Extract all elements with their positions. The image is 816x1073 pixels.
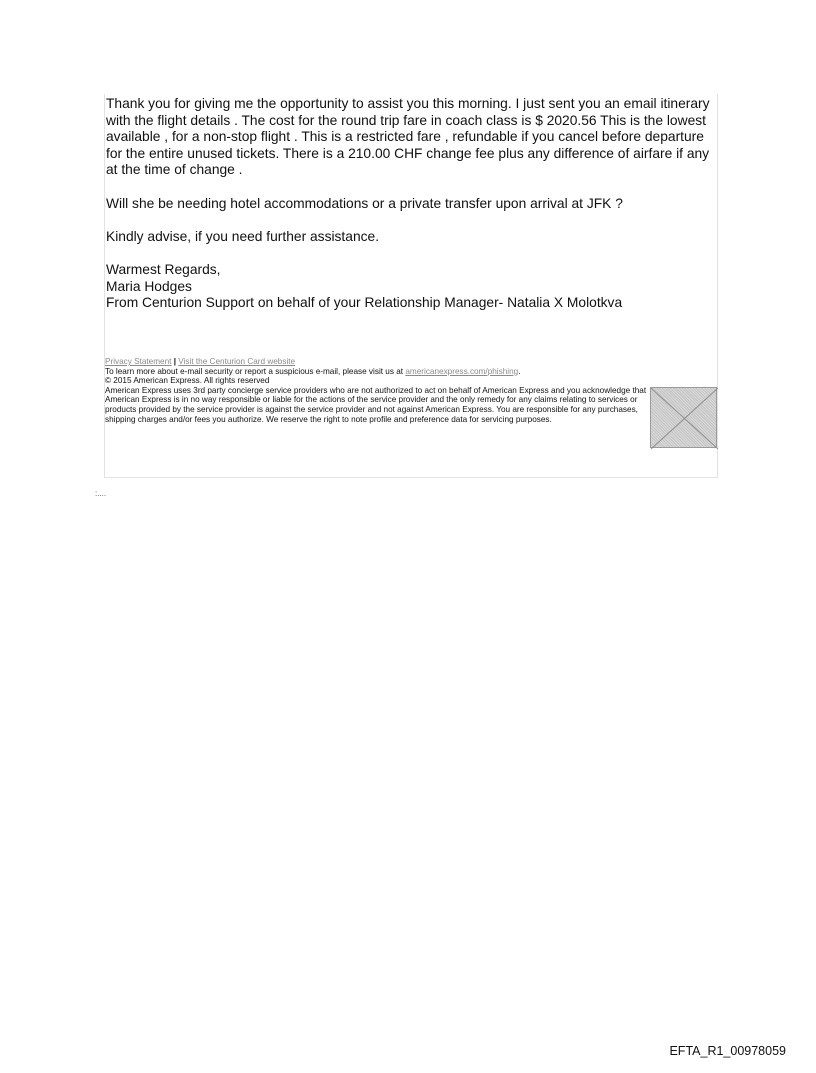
security-notice-suffix: . (518, 366, 521, 376)
security-notice (105, 367, 650, 377)
footer-links (105, 357, 650, 367)
security-notice-text: To learn more about e-mail security or report a suspicious e-mail, please visit us at (105, 366, 404, 376)
body-paragraph: Will she be needing hotel accommodations or a private transfer upon arrival at JFK ? (106, 195, 623, 211)
broken-image-placeholder-icon (650, 387, 717, 448)
signature-closing: Warmest Regards, (106, 261, 221, 277)
signature-from-line: From Centurion Support on behalf of your Relationship Manager- Natalia X Molotkva (106, 295, 623, 311)
email-footer (105, 357, 650, 424)
privacy-statement-link[interactable]: Privacy Statement (105, 357, 172, 366)
link-separator: | (173, 357, 177, 366)
centurion-website-link[interactable]: Visit the Centurion Card website (178, 357, 296, 366)
signature-name: Maria Hodges (106, 278, 192, 294)
document-id: EFTA_R1_00978059 (669, 1044, 786, 1058)
body-paragraph: Kindly advise, if you need further assistance. (106, 228, 380, 244)
concierge-disclaimer: American Express uses 3rd party concierge service providers who are not authorized to act on behalf of American Express and you acknowledge that American Express is in no way responsible or liable for the actions of the service provider and the only remedy for any claims relating to services or products provided by the service provider is against the service provider and not against American Express. You are responsible for any purchases, shipping charges and/or fees you authorize. We reserve the right to note profile and preference data for servicing purposes. (105, 385, 647, 424)
copyright-notice: © 2015 American Express. All rights reserved (105, 376, 270, 386)
email-body (106, 96, 714, 312)
body-paragraph: Thank you for giving me the opportunity to assist you this morning. I just sent you an email itinerary with the flight details . The cost for the round trip fare in coach class is $ 2020.56 This is the lowest available , for a non-stop flight . This is a restricted fare , refundable if you cancel before departure for the entire unused tickets. There is a 210.00 CHF change fee plus any difference of airfare if any at the time of change . (106, 96, 710, 178)
stray-mark: :.... (95, 489, 107, 498)
phishing-link[interactable]: americanexpress.com/phishing (405, 366, 519, 376)
